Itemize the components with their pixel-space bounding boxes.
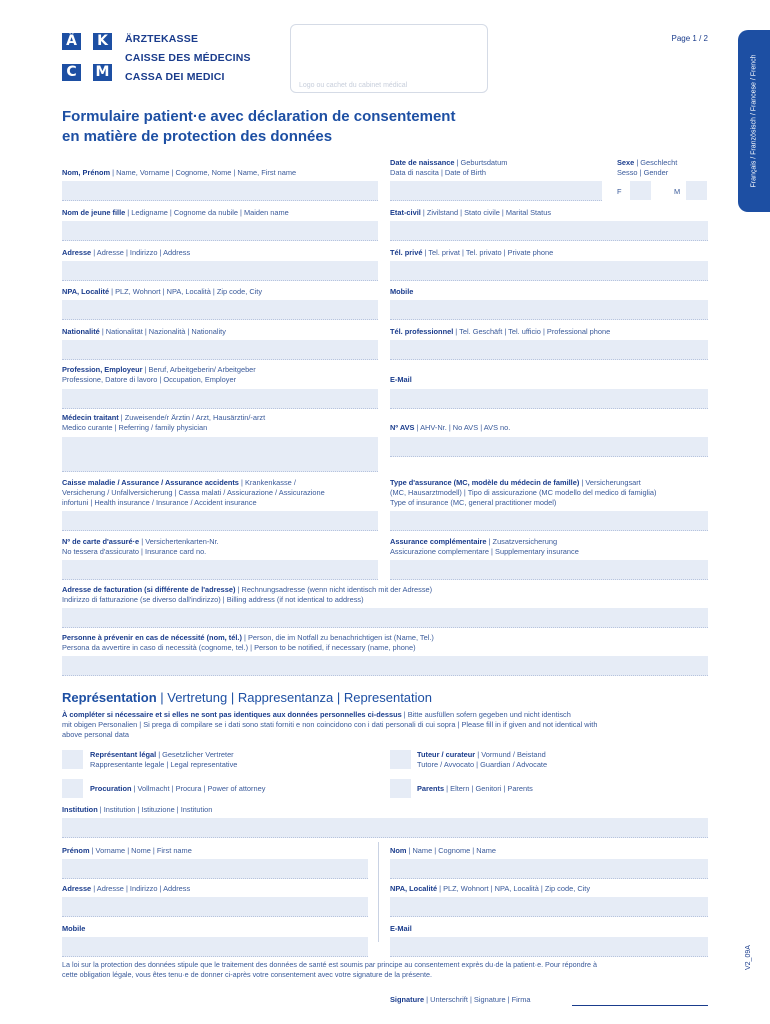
mobile-field[interactable] [390,300,708,320]
rep-npa-label: NPA, Localité | PLZ, Wohnort | NPA, Località | Zip code, City [390,884,591,893]
insurer-field[interactable] [62,511,378,531]
profession-field[interactable] [62,389,378,409]
logo-letter-c: C [62,64,81,81]
profession-label: Profession, Employeur | Beruf, Arbeitgeberin/ Arbeitgeber Professione, Datore di lavoro | Occupation, Employer [62,365,256,384]
rep-email-field[interactable] [390,937,708,957]
sex-m-checkbox[interactable] [686,181,707,200]
supp-field[interactable] [390,560,708,580]
logo-letter-k: K [93,33,112,50]
institution-label: Institution | Institution | Istituzione | Institution [62,805,213,814]
logo-letter-ae: Ä [62,33,81,50]
nationality-field[interactable] [62,340,378,360]
legal-notice: La loi sur la protection des données stipule que le traitement des données de santé est soumis par principe au consentement exprès du·de la patient·e. Pour répondre à cette obligation légale, vous êtes tenu·e de donner ci-après votre consentement avec votre signature de la présente. [62,960,598,979]
sex-f-checkbox[interactable] [630,181,651,200]
proxy-label: Procuration | Vollmacht | Procura | Power of attorney [90,784,266,793]
email-label: E-Mail [390,375,412,384]
rep-firstname-field[interactable] [62,859,368,879]
civil-label: Etat-civil | Zivilstand | Stato civile | Marital Status [390,208,552,217]
org-name-it: CASSA DEI MEDICI [125,71,225,83]
signature-line[interactable] [572,1005,708,1006]
stamp-box[interactable] [290,24,488,93]
billing-field[interactable] [62,608,708,628]
org-name-de: ÄRZTEKASSE [125,33,199,45]
card-label: Nº de carte d'assuré·e | Versichertenkarten-Nr. No tessera d'assicurato | Insurance card no. [62,537,219,556]
dob-field[interactable] [390,181,602,201]
rep-email-label: E-Mail [390,924,412,933]
mobile-label: Mobile [390,287,414,296]
parents-label: Parents | Eltern | Genitori | Parents [417,784,533,793]
civil-field[interactable] [390,221,708,241]
rep-mobile-label: Mobile [62,924,86,933]
maiden-label: Nom de jeune fille | Ledigname | Cognome da nubile | Maiden name [62,208,289,217]
institution-field[interactable] [62,818,708,838]
avs-label: Nº AVS | AHV-Nr. | No AVS | AVS no. [390,423,511,432]
rep-mobile-field[interactable] [62,937,368,957]
dob-label: Date de naissance | Geburtsdatum Data di nascita | Date of Birth [390,158,508,177]
npa-field[interactable] [62,300,378,320]
page-number: Page 1 / 2 [671,34,708,43]
form-title-line2: en matière de protection des données [62,128,333,145]
tel-prof-field[interactable] [390,340,708,360]
npa-label: NPA, Localité | PLZ, Wohnort | NPA, Località | Zip code, City [62,287,263,296]
rep-address-field[interactable] [62,897,368,917]
signature-label: Signature | Unterschrift | Signature | Firma [390,995,531,1004]
insurer-label: Caisse maladie / Assurance / Assurance accidents | Krankenkasse / Versicherung / Unfallversicherung | Cassa malati / Assicurazione / Assicurazione infortuni | Health insurance / Insurance / Accident insurance [62,478,325,507]
ins-type-label: Type d'assurance (MC, modèle du médecin de famille) | Versicherungsart (MC, Hausarztmodell) | Tipo di assicurazione (MC modello del medico di famiglia) Type of insurance (MC, general practitioner model) [390,478,657,507]
sex-f-label: F [617,187,622,196]
nationality-label: Nationalité | Nationalität | Nazionalità | Nationality [62,327,226,336]
doctor-label: Médecin traitant | Zuweisende/r Ärztin / Arzt, Hausärztin/-arzt Medico curante | Referring / family physician [62,413,266,432]
version-code: V2_09A [745,945,752,970]
sex-m-label: M [674,187,681,196]
language-tab [738,30,770,212]
emergency-field[interactable] [62,656,708,676]
stamp-hint: Logo ou cachet du cabinet médical [299,82,408,89]
address-field[interactable] [62,261,378,281]
tutor-checkbox[interactable] [390,750,411,769]
legal-rep-label: Représentant légal | Gesetzlicher Vertreter Rappresentante legale | Legal representative [90,750,238,769]
proxy-checkbox[interactable] [62,779,83,798]
rep-firstname-label: Prénom | Vorname | Nome | First name [62,846,192,855]
language-tab-label: Français / Französisch / Francese / French [750,54,758,188]
maiden-field[interactable] [62,221,378,241]
rep-npa-field[interactable] [390,897,708,917]
ins-type-field[interactable] [390,511,708,531]
doctor-field[interactable] [62,437,378,472]
billing-label: Adresse de facturation (si différente de l'adresse) | Rechnungsadresse (wenn nicht identisch mit der Adresse) Indirizzo di fatturazione (se diverso dall'indirizzo) | Billing address (if not identical to address) [62,585,433,604]
org-name-fr: CAISSE DES MÉDECINS [125,52,251,64]
column-divider [378,842,379,942]
avs-field[interactable] [390,437,708,457]
name-field[interactable] [62,181,378,201]
form-title-line1: Formulaire patient·e avec déclaration de consentement [62,108,456,125]
email-field[interactable] [390,389,708,409]
rep-lastname-field[interactable] [390,859,708,879]
sex-label: Sexe | Geschlecht Sesso | Gender [617,158,678,177]
legal-rep-checkbox[interactable] [62,750,83,769]
tel-priv-field[interactable] [390,261,708,281]
rep-address-label: Adresse | Adresse | Indirizzo | Address [62,884,191,893]
name-label: Nom, Prénom | Name, Vorname | Cognome, Nome | Name, First name [62,168,297,177]
supp-label: Assurance complémentaire | Zusatzversicherung Assicurazione complementare | Supplementary insurance [390,537,579,556]
parents-checkbox[interactable] [390,779,411,798]
tutor-label: Tuteur / curateur | Vormund / Beistand Tutore / Avvocato | Guardian / Advocate [417,750,548,769]
logo-letter-m: M [93,64,112,81]
address-label: Adresse | Adresse | Indirizzo | Address [62,248,191,257]
representation-title: Représentation | Vertretung | Rappresentanza | Representation [62,690,432,705]
emergency-label: Personne à prévenir en cas de nécessité (nom, tél.) | Person, die im Notfall zu benachrichtigen ist (Name, Tel.) Persona da avvertire in caso di necessità (cognome, tel.) | Person to be notified, if necessary (name, phone) [62,633,434,652]
card-field[interactable] [62,560,378,580]
rep-lastname-label: Nom | Name | Cognome | Name [390,846,496,855]
tel-priv-label: Tél. privé | Tel. privat | Tel. privato | Private phone [390,248,554,257]
representation-intro: À compléter si nécessaire et si elles ne sont pas identiques aux données personnelles ci-dessus | Bitte ausfüllen sofern gegeben und nicht identisch mit obigen Personalien | Si prega di compilare se i dati sono stati forniti e non coincidono con i dati personali di cui sopra | Please fill in if given and not identical with above personal data [62,710,598,739]
tel-prof-label: Tél. professionnel | Tel. Geschäft | Tel. ufficio | Professional phone [390,327,611,336]
